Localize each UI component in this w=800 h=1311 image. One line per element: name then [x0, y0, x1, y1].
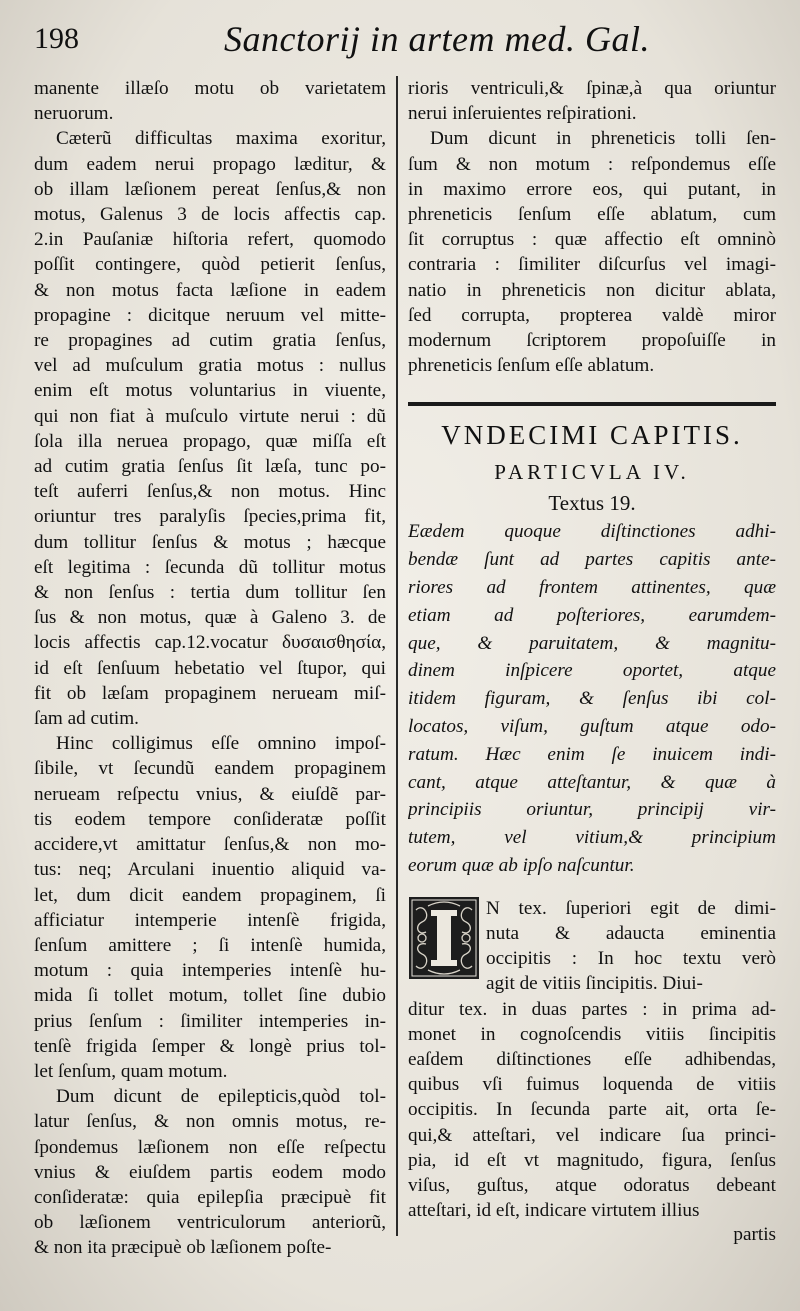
text-line: ſola illa neruea propago, quæ miſſa eſt [34, 430, 386, 452]
text-line: vel ad muſculum gratia motus : nullus [34, 355, 386, 377]
text-line: teſt auferri ſenſus,& non motus. Hinc [34, 481, 386, 503]
text-line: id eſt ſenſuum hebetatio vel ſtupor, qui [34, 657, 386, 679]
text-line: ſus & non motus, quæ à Galeno 3. de [34, 607, 386, 629]
text-line: & non ita præcipuè ob læſionem poſte- [34, 1237, 332, 1259]
text-line: eſt legitima : ſecunda dũ tollitur motus [34, 556, 386, 578]
text-line: locis affectis cap.12.vocatur δυσαισθησία, [34, 632, 386, 654]
text-line: mida ſi tollet motum, tollet ſine dubio [34, 985, 386, 1007]
chapter-heading: VNDECIMI CAPITIS. [441, 420, 743, 451]
text-line: Cæterũ difficultas maxima exoritur, [56, 128, 386, 150]
text-line: ad cutim gratia ſenſus ſit læſa, tunc po- [34, 456, 386, 478]
lemma-line: riores ad frontem attinentes, quæ [408, 577, 776, 599]
text-line: ob læſionem ventriculorum anteriorũ, [34, 1212, 386, 1234]
text-line: re propagines ad cutim gratia ſenſus, [34, 330, 386, 352]
commentary-text [408, 997, 776, 1224]
text-line: ſpondemus læſionem non eſſe reſpectu [34, 1136, 386, 1158]
text-line: qui non fiat à muſculo virtute nerui : dũ [34, 405, 386, 427]
lemma-text [408, 518, 776, 879]
lemma-line: que, & paruitatem, & magnitu- [408, 632, 776, 654]
svg-text:I: I [444, 955, 445, 957]
text-line: let ſenſum, quam motum. [34, 1060, 228, 1082]
text-line: oriuntur tres paralyſis ſpecies,prima fit, [34, 506, 386, 528]
right-column [408, 76, 776, 1247]
text-line: vnius & eiuſdem partis eodem modo [34, 1161, 386, 1183]
text-line: propagine : dicitque neruum vel mitte- [34, 304, 386, 326]
text-line: ſum & non motum : reſpondemus eſſe [408, 153, 776, 175]
lemma-line: etiam ad poſteriores, earumdem- [408, 604, 776, 626]
text-line: ſit corruptus : quæ affectio eſt omninò [408, 229, 776, 251]
text-line: natio in phreneticis non dicitur ablata, [408, 279, 776, 301]
decorated-initial-i-icon [408, 896, 480, 980]
text-line: Hinc colligimus eſſe omnino impoſ- [56, 733, 386, 755]
lemma-line: Eædem quoque diſtinctiones adhi- [408, 521, 776, 543]
text-line: afficiatur intemperie intenſè frigida, [34, 909, 386, 931]
text-line: tis eodem tempore conſideratæ poſſit [34, 808, 386, 830]
text-line: Dum dicunt de epilepticis,quòd tol- [56, 1086, 386, 1108]
lemma-line: bendæ ſunt ad partes capitis ante- [408, 549, 776, 571]
commentary-line: pia, id eſt vt magnitudo, figura, ſenſus [408, 1149, 776, 1171]
text-line: Dum dicunt in phreneticis tolli ſen- [430, 128, 776, 150]
text-line: nerueam reſpectu vnius, & eiuſdẽ par- [34, 783, 386, 805]
text-line: poſſit contingere, quòd petierit ſenſus, [34, 254, 386, 276]
text-line: nerui inſeruientes reſpirationi. [408, 103, 637, 125]
text-line: & non motus facta læſione in eadem [34, 279, 386, 301]
text-line: conſideratæ: quia epilepſia præcipuè fit [34, 1186, 386, 1208]
text-line: accidere,vt amittatur ſenſus,& non mo- [34, 834, 386, 856]
running-title: Sanctorij in artem med. Gal. [224, 19, 650, 59]
text-line: ob illam læſionem pereat ſenſus,& non [34, 178, 386, 200]
commentary-line: N tex. ſuperiori egit de dimi- [486, 897, 776, 919]
commentary-line: quibus vſi fuimus loquenda de vitiis [408, 1074, 776, 1096]
textus-label: Textus 19. [548, 491, 636, 516]
section-divider [408, 402, 776, 406]
decorated-initial [408, 896, 480, 980]
text-line: tus: neq; Arculani inuentio aliquid va- [34, 859, 386, 881]
commentary-beside-initial [486, 896, 776, 997]
text-line: modernum ſcriptorem propoſuiſſe in [408, 330, 776, 352]
commentary-line: ditur tex. in duas partes : in prima ad- [408, 998, 776, 1020]
commentary-line: agit de vitiis ſincipitis. Diui- [486, 973, 703, 995]
commentary-line: viſus, guſtus, atque odoratus debeant [408, 1175, 776, 1197]
page-header [34, 14, 774, 64]
text-line: neruorum. [34, 103, 114, 125]
text-line: let, dum dicit eandem propaginem, ſi [34, 884, 386, 906]
text-line: phreneticis ſenſum eſſe ablatum, cum [408, 204, 776, 226]
text-line: ſed corrupta, propterea valdè miror [408, 304, 776, 326]
text-line: rioris ventriculi,& ſpinæ,à qua oriuntur [408, 78, 776, 99]
lemma-line: cant, atque atteſtantur, & quæ à [408, 771, 776, 793]
text-line: 2.in Pauſaniæ hiſtoria refert, quomodo [34, 229, 386, 251]
text-line: in maximo errore eos, qui putant, in [408, 178, 776, 200]
text-line: dum tollitur ſenſus & motus ; hæcque [34, 531, 386, 553]
commentary-line: qui,& atteſtari, vel indicare ſua princi- [408, 1124, 776, 1146]
lemma-line: principiis oriuntur, principij vir- [408, 799, 776, 821]
column-rule [396, 76, 398, 1236]
commentary-line: eaſdem diſtinctiones eſſe adhibendas, [408, 1049, 776, 1071]
particula-heading: PARTICVLA IV. [494, 460, 690, 485]
text-line: ſam ad cutim. [34, 708, 139, 730]
commentary-line: monet in cognoſcendis vitiis ſincipitis [408, 1023, 776, 1045]
text-line: latur ſenſus, & non omnis motus, re- [34, 1111, 386, 1133]
text-line: manente illæſo motu ob varietatem [34, 78, 386, 99]
text-line: motum : quia intemperies intenſè hu- [34, 960, 386, 982]
lemma-line: ratum. Hæc enim ſe inuicem indi- [408, 743, 776, 765]
text-line: dum eadem nerui propago læditur, & [34, 153, 386, 175]
text-line: prius ſenſum : ſimiliter intemperies in- [34, 1010, 386, 1032]
commentary-line: atteſtari, id eſt, indicare virtutem illius [408, 1200, 700, 1222]
text-line: fit ob læſam propaginem nerueam miſ- [34, 682, 386, 704]
text-line: ſenſum amittere ; ſi intenſè humida, [34, 934, 386, 956]
text-line: & non ſenſus : tertia dum tollitur ſen [34, 582, 386, 604]
text-line: ſibile, vt ſecundũ eandem propaginem [34, 758, 386, 780]
commentary-opening [408, 896, 776, 997]
lemma-line: locatos, viſum, guſtum atque odo- [408, 716, 776, 738]
left-column [34, 76, 386, 1261]
lemma-line: tutem, vel vitium,& principium [408, 827, 776, 849]
lemma-line: eorum quæ ab ipſo naſcuntur. [408, 855, 635, 876]
right-column-text [408, 76, 776, 378]
page-number: 198 [34, 22, 79, 55]
commentary-line: occipitis. In ſecunda parte ait, orta ſe- [408, 1099, 776, 1121]
catchword: partis [733, 1224, 776, 1246]
commentary-line: nuta & adaucta eminentia [486, 923, 776, 944]
commentary-line: occipitis : In hoc textu verò [486, 948, 776, 970]
text-line: contraria : ſimiliter diſcurſus vel imagi- [408, 254, 776, 276]
text-line: enim eſt motus voluntarius in viuente, [34, 380, 386, 402]
text-line: phreneticis ſenſum eſſe ablatum. [408, 355, 655, 377]
text-line: motus, Galenus 3 de locis affectis cap. [34, 204, 386, 226]
lemma-line: itidem figuram, & ſenſus ibi col- [408, 688, 776, 710]
lemma-line: dinem inſpicere oportet, atque [408, 660, 776, 682]
text-line: tenſè frigida ſemper & longè prius tol- [34, 1035, 386, 1057]
